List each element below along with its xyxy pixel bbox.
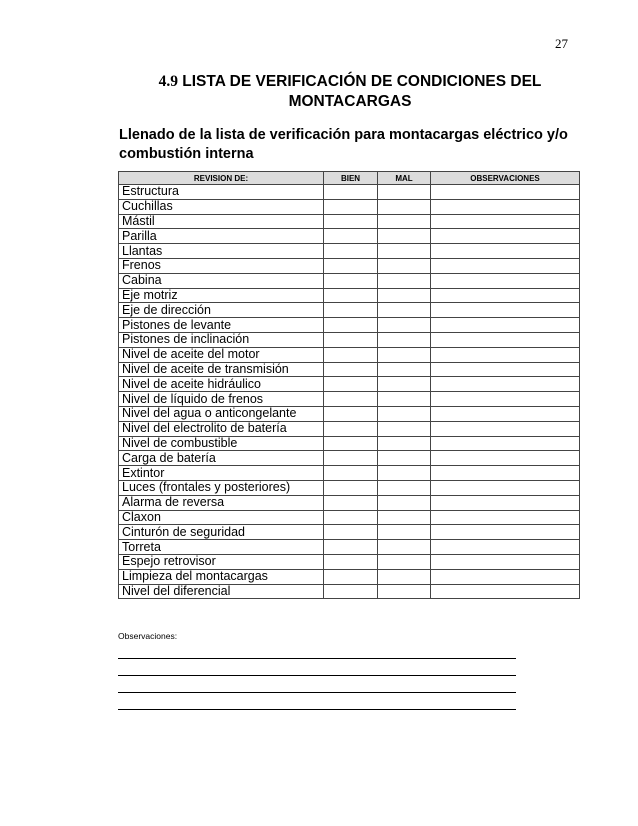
bien-cell[interactable] bbox=[324, 392, 378, 407]
mal-cell[interactable] bbox=[378, 569, 431, 584]
bien-cell[interactable] bbox=[324, 332, 378, 347]
table-row bbox=[119, 303, 580, 318]
table-row bbox=[119, 288, 580, 303]
row-item-label: Claxon bbox=[119, 510, 324, 525]
table-row bbox=[119, 244, 580, 259]
table-row bbox=[119, 569, 580, 584]
bien-cell[interactable] bbox=[324, 510, 378, 525]
table-row bbox=[119, 525, 580, 540]
observaciones-cell[interactable] bbox=[431, 244, 580, 259]
header-observaciones: OBSERVACIONES bbox=[431, 172, 580, 185]
subtitle-line-2: combustión interna bbox=[119, 146, 254, 162]
table-row bbox=[119, 451, 580, 466]
bien-cell[interactable] bbox=[324, 288, 378, 303]
table-row bbox=[119, 214, 580, 229]
observaciones-cell[interactable] bbox=[431, 392, 580, 407]
table-row bbox=[119, 436, 580, 451]
mal-cell[interactable] bbox=[378, 584, 431, 599]
bien-cell[interactable] bbox=[324, 303, 378, 318]
row-item-label: Pistones de inclinación bbox=[119, 332, 324, 347]
mal-cell[interactable] bbox=[378, 466, 431, 481]
mal-cell[interactable] bbox=[378, 185, 431, 200]
header-revision: REVISION DE: bbox=[119, 172, 324, 185]
mal-cell[interactable] bbox=[378, 525, 431, 540]
mal-cell[interactable] bbox=[378, 451, 431, 466]
bien-cell[interactable] bbox=[324, 214, 378, 229]
table-row bbox=[119, 362, 580, 377]
section-heading-line-1 bbox=[120, 72, 580, 92]
checklist-subtitle bbox=[119, 126, 589, 164]
mal-cell[interactable] bbox=[378, 303, 431, 318]
observaciones-cell[interactable] bbox=[431, 303, 580, 318]
bien-cell[interactable] bbox=[324, 466, 378, 481]
row-item-label: Parilla bbox=[119, 229, 324, 244]
row-item-label: Nivel del diferencial bbox=[119, 584, 324, 599]
mal-cell[interactable] bbox=[378, 199, 431, 214]
bien-cell[interactable] bbox=[324, 362, 378, 377]
table-row bbox=[119, 258, 580, 273]
observaciones-cell[interactable] bbox=[431, 525, 580, 540]
row-item-label: Eje de dirección bbox=[119, 303, 324, 318]
table-row bbox=[119, 540, 580, 555]
table-row bbox=[119, 554, 580, 569]
observaciones-cell[interactable] bbox=[431, 258, 580, 273]
observaciones-cell[interactable] bbox=[431, 540, 580, 555]
mal-cell[interactable] bbox=[378, 362, 431, 377]
table-row bbox=[119, 377, 580, 392]
observaciones-cell[interactable] bbox=[431, 273, 580, 288]
table-row bbox=[119, 229, 580, 244]
row-item-label: Estructura bbox=[119, 185, 324, 200]
row-item-label: Nivel de aceite del motor bbox=[119, 347, 324, 362]
row-item-label: Cuchillas bbox=[119, 199, 324, 214]
row-item-label: Pistones de levante bbox=[119, 318, 324, 333]
mal-cell[interactable] bbox=[378, 347, 431, 362]
observaciones-cell[interactable] bbox=[431, 288, 580, 303]
observation-line[interactable] bbox=[118, 658, 516, 659]
mal-cell[interactable] bbox=[378, 554, 431, 569]
bien-cell[interactable] bbox=[324, 244, 378, 259]
table-header-row bbox=[119, 172, 580, 185]
mal-cell[interactable] bbox=[378, 214, 431, 229]
observaciones-cell[interactable] bbox=[431, 199, 580, 214]
observation-line[interactable] bbox=[118, 692, 516, 693]
mal-cell[interactable] bbox=[378, 244, 431, 259]
section-title: LISTA DE VERIFICACIÓN DE CONDICIONES DEL bbox=[182, 73, 542, 90]
mal-cell[interactable] bbox=[378, 436, 431, 451]
mal-cell[interactable] bbox=[378, 258, 431, 273]
observaciones-cell[interactable] bbox=[431, 554, 580, 569]
observaciones-cell[interactable] bbox=[431, 347, 580, 362]
row-item-label: Alarma de reversa bbox=[119, 495, 324, 510]
row-item-label: Eje motriz bbox=[119, 288, 324, 303]
checklist-table bbox=[118, 171, 580, 599]
mal-cell[interactable] bbox=[378, 229, 431, 244]
bien-cell[interactable] bbox=[324, 495, 378, 510]
observaciones-cell[interactable] bbox=[431, 510, 580, 525]
row-item-label: Llantas bbox=[119, 244, 324, 259]
row-item-label: Carga de batería bbox=[119, 451, 324, 466]
bien-cell[interactable] bbox=[324, 258, 378, 273]
row-item-label: Luces (frontales y posteriores) bbox=[119, 480, 324, 495]
bien-cell[interactable] bbox=[324, 525, 378, 540]
mal-cell[interactable] bbox=[378, 495, 431, 510]
mal-cell[interactable] bbox=[378, 510, 431, 525]
row-item-label: Extintor bbox=[119, 466, 324, 481]
table-row bbox=[119, 273, 580, 288]
row-item-label: Torreta bbox=[119, 540, 324, 555]
bien-cell[interactable] bbox=[324, 421, 378, 436]
mal-cell[interactable] bbox=[378, 377, 431, 392]
subtitle-line-1: Llenado de la lista de verificación para montacargas eléctrico y/o bbox=[119, 127, 568, 143]
observaciones-cell[interactable] bbox=[431, 332, 580, 347]
observaciones-cell[interactable] bbox=[431, 377, 580, 392]
observaciones-cell[interactable] bbox=[431, 436, 580, 451]
table-row bbox=[119, 421, 580, 436]
observaciones-cell[interactable] bbox=[431, 495, 580, 510]
row-item-label: Nivel de aceite hidráulico bbox=[119, 377, 324, 392]
observaciones-cell[interactable] bbox=[431, 362, 580, 377]
bien-cell[interactable] bbox=[324, 554, 378, 569]
bien-cell[interactable] bbox=[324, 347, 378, 362]
row-item-label: Nivel de líquido de frenos bbox=[119, 392, 324, 407]
bien-cell[interactable] bbox=[324, 540, 378, 555]
observaciones-label: Observaciones: bbox=[118, 631, 178, 641]
row-item-label: Nivel del electrolito de batería bbox=[119, 421, 324, 436]
observaciones-cell[interactable] bbox=[431, 569, 580, 584]
row-item-label: Nivel de aceite de transmisión bbox=[119, 362, 324, 377]
bien-cell[interactable] bbox=[324, 273, 378, 288]
mal-cell[interactable] bbox=[378, 318, 431, 333]
bien-cell[interactable] bbox=[324, 406, 378, 421]
observaciones-cell[interactable] bbox=[431, 480, 580, 495]
observaciones-cell[interactable] bbox=[431, 584, 580, 599]
mal-cell[interactable] bbox=[378, 540, 431, 555]
table-row bbox=[119, 584, 580, 599]
mal-cell[interactable] bbox=[378, 332, 431, 347]
table-row bbox=[119, 318, 580, 333]
observaciones-cell[interactable] bbox=[431, 451, 580, 466]
bien-cell[interactable] bbox=[324, 480, 378, 495]
observaciones-cell[interactable] bbox=[431, 421, 580, 436]
observaciones-cell[interactable] bbox=[431, 229, 580, 244]
header-mal: MAL bbox=[378, 172, 431, 185]
observaciones-cell[interactable] bbox=[431, 214, 580, 229]
row-item-label: Limpieza del montacargas bbox=[119, 569, 324, 584]
bien-cell[interactable] bbox=[324, 318, 378, 333]
bien-cell[interactable] bbox=[324, 185, 378, 200]
header-bien: BIEN bbox=[324, 172, 378, 185]
table-row bbox=[119, 392, 580, 407]
table-row bbox=[119, 185, 580, 200]
mal-cell[interactable] bbox=[378, 421, 431, 436]
section-heading bbox=[120, 72, 580, 112]
table-row bbox=[119, 495, 580, 510]
table-row bbox=[119, 466, 580, 481]
page-number: 27 bbox=[555, 36, 568, 51]
row-item-label: Cabina bbox=[119, 273, 324, 288]
mal-cell[interactable] bbox=[378, 406, 431, 421]
table-row bbox=[119, 406, 580, 421]
bien-cell[interactable] bbox=[324, 436, 378, 451]
mal-cell[interactable] bbox=[378, 288, 431, 303]
row-item-label: Cinturón de seguridad bbox=[119, 525, 324, 540]
mal-cell[interactable] bbox=[378, 392, 431, 407]
row-item-label: Nivel del agua o anticongelante bbox=[119, 406, 324, 421]
mal-cell[interactable] bbox=[378, 273, 431, 288]
observation-line[interactable] bbox=[118, 709, 516, 710]
bien-cell[interactable] bbox=[324, 584, 378, 599]
row-item-label: Frenos bbox=[119, 258, 324, 273]
table-row bbox=[119, 332, 580, 347]
bien-cell[interactable] bbox=[324, 199, 378, 214]
observaciones-cell[interactable] bbox=[431, 466, 580, 481]
bien-cell[interactable] bbox=[324, 569, 378, 584]
table-row bbox=[119, 347, 580, 362]
bien-cell[interactable] bbox=[324, 451, 378, 466]
bien-cell[interactable] bbox=[324, 229, 378, 244]
table-row bbox=[119, 510, 580, 525]
observaciones-cell[interactable] bbox=[431, 185, 580, 200]
observaciones-cell[interactable] bbox=[431, 406, 580, 421]
observaciones-cell[interactable] bbox=[431, 318, 580, 333]
section-number: 4.9 bbox=[158, 73, 178, 90]
row-item-label: Mástil bbox=[119, 214, 324, 229]
mal-cell[interactable] bbox=[378, 480, 431, 495]
row-item-label: Espejo retrovisor bbox=[119, 554, 324, 569]
table-row bbox=[119, 199, 580, 214]
table-row bbox=[119, 480, 580, 495]
observation-line[interactable] bbox=[118, 675, 516, 676]
section-heading-line-2: MONTACARGAS bbox=[288, 93, 412, 110]
row-item-label: Nivel de combustible bbox=[119, 436, 324, 451]
bien-cell[interactable] bbox=[324, 377, 378, 392]
